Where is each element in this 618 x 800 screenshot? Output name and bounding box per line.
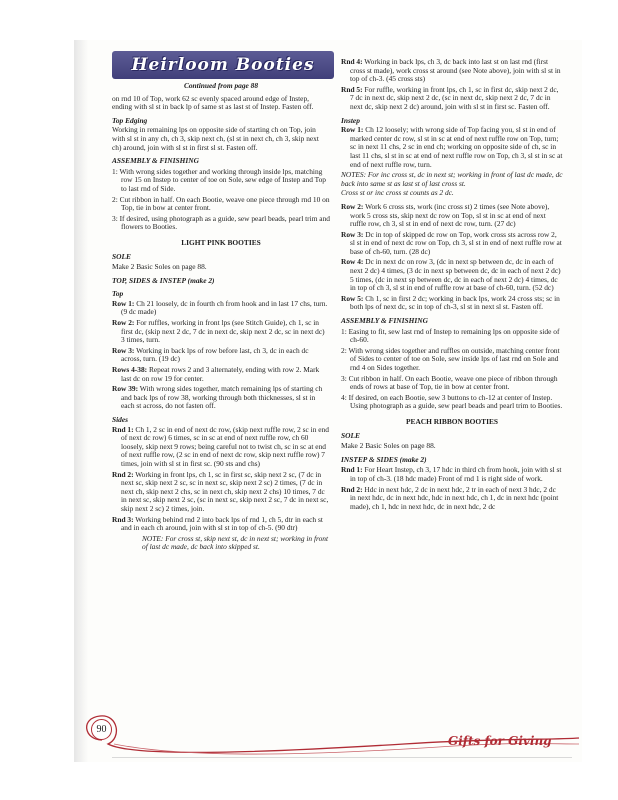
sole-text: Make 2 Basic Soles on page 88. bbox=[112, 262, 207, 272]
continued-note: Continued from page 88 bbox=[183, 81, 259, 90]
sole-text: Make 2 Basic Soles on page 88. bbox=[341, 441, 436, 451]
light-pink-heading: LIGHT PINK BOOTIES bbox=[181, 237, 261, 247]
intro-paragraph: on rnd 10 of Top, work 62 sc evenly spaced around edge of Instep, ending with sl st in back lp of same st as last st of Instep. Fasten off. bbox=[112, 93, 314, 112]
pattern-row bbox=[112, 385, 330, 411]
row-label: Row 4: bbox=[341, 257, 364, 267]
sole-heading: SOLE bbox=[112, 251, 131, 261]
pattern-row bbox=[112, 347, 330, 364]
instep-sides-heading: INSTEP & SIDES (make 2) bbox=[341, 454, 427, 464]
pattern-row bbox=[341, 203, 563, 229]
left-column bbox=[112, 82, 330, 557]
row-label: Rnd 1: bbox=[341, 465, 363, 475]
row-label: Rnd 2: bbox=[112, 469, 134, 479]
row-label: Row 1: bbox=[112, 298, 135, 308]
pattern-row bbox=[341, 466, 563, 483]
footer-tagline: Gifts for Giving bbox=[448, 734, 552, 748]
page-title: Heirloom Booties bbox=[131, 55, 315, 75]
row-label: Rows 4-38: bbox=[112, 365, 148, 375]
top-edging-text: Working in remaining lps on opposite side of starting ch on Top, join with sl st in any ch, ch 3, skip next ch, (sl st in next ch, ch 3, skip next ch) around, join with sl st in first sl st. Fasten off. bbox=[112, 125, 319, 152]
pattern-row bbox=[341, 58, 563, 84]
row-text: For Heart Instep, ch 3, 17 hdc in third ch from hook, join with sl st in top of ch-3. (18 hdc made) Front of rnd 1 is right side of work. bbox=[350, 465, 562, 483]
right-column bbox=[341, 58, 563, 513]
row-text: Ch 12 loosely; with wrong side of Top facing you, sl st in end of marked center dc row, sl st in sc at end of next ruffle row on Top, turn; sc in next 11 chs, 2 sc in end ch; working on opposite side of ch, sc in last 11 chs, sl st in sc at end of next ruffle row on Top, ch 3, sl st in sc at end of next ruffle row, turn. bbox=[350, 125, 563, 169]
row-text: Hdc in next hdc, 2 dc in next hdc, 2 tr in each of next 3 hdc, 2 dc in next hdc, dc in next hdc, hdc in next hdc, ch 1, dc in next hdc (point made), ch 1, hdc in next hdc, dc in next hdc, 2 dc bbox=[350, 484, 559, 511]
row-text: Repeat rows 2 and 3 alternately, ending with row 2. Mark last dc on row 19 for center. bbox=[121, 365, 320, 383]
row-label: Row 5: bbox=[341, 293, 364, 303]
assembly-step: 1: With wrong sides together and working through inside lps, matching row 15 on Instep to center of toe on Sole, sew edge of Instep and Top to last rnd of Side. bbox=[112, 166, 327, 193]
page-number: 90 bbox=[91, 719, 112, 740]
instep-heading: Instep bbox=[341, 115, 360, 125]
row-text: Ch 21 loosely, dc in fourth ch from hook and in last 17 chs, turn. (9 dc made) bbox=[121, 298, 328, 317]
row-text: Working behind rnd 2 into back lps of rnd 1, ch 5, dtr in each st and in each ch around, join with sl st in top of ch-5. (90 dtr) bbox=[121, 514, 323, 533]
row-label: Row 2: bbox=[341, 201, 364, 211]
page-spine-shadow bbox=[74, 40, 88, 762]
row-text: Dc in top of skipped dc row on Top, work cross sts across row 2, sl st in end of next dc row on Top, ch 3, sl st in end of next ruffle row at base of ch-60, turn. (28 dc) bbox=[350, 229, 562, 256]
row-text: For ruffles, working in front lps (see Stitch Guide), ch 1, sc in first dc, (skip next 2 dc, 7 dc in next dc, skip next 2 dc, sc in next dc) 3 times, turn. bbox=[121, 318, 325, 345]
inc-cross-stitch-note: NOTES: For inc cross st, dc in next st; working in front of last dc made, dc back into same st as last st of last cross st. bbox=[341, 170, 563, 188]
sides-heading: Sides bbox=[112, 415, 129, 424]
row-text: Working in back lps of row before last, ch 3, dc in each dc across, turn. (19 dc) bbox=[121, 345, 309, 364]
pattern-row bbox=[341, 126, 563, 169]
row-label: Row 2: bbox=[112, 318, 135, 328]
row-label: Row 3: bbox=[341, 229, 364, 239]
pattern-row bbox=[341, 295, 563, 312]
peach-heading: PEACH RIBBON BOOTIES bbox=[406, 416, 498, 426]
pattern-row bbox=[112, 471, 330, 514]
row-text: For ruffle, working in front lps, ch 1, sc in first dc, skip next 2 dc, 7 dc in next dc, skip next 2 dc, (sc in next dc, skip next 2 dc, 7 dc in next dc, skip next 2 dc) around, join with sl st in first sc. Fasten off. bbox=[350, 84, 559, 111]
pattern-row bbox=[112, 426, 330, 469]
row-label: Rnd 1: bbox=[112, 424, 134, 434]
top-heading: Top bbox=[112, 289, 124, 299]
row-label: Rnd 5: bbox=[341, 84, 363, 94]
row-label: Row 1: bbox=[341, 125, 364, 135]
cross-stitch-count-note: Cross st or inc cross st counts as 2 dc. bbox=[341, 188, 454, 198]
row-label: Rnd 2: bbox=[341, 484, 363, 494]
pattern-row bbox=[341, 231, 563, 257]
top-sides-instep-heading: TOP, SIDES & INSTEP (make 2) bbox=[112, 275, 215, 285]
pattern-row bbox=[112, 300, 330, 317]
pattern-row bbox=[112, 319, 330, 345]
footer-divider bbox=[112, 757, 572, 758]
pattern-row bbox=[341, 86, 563, 112]
assembly-step: 3: Cut ribbon in half. On each Bootie, weave one piece of ribbon through ends of rows at base of Top, tie in bow at center front. bbox=[341, 373, 558, 392]
assembly-step: 1: Easing to fit, sew last rnd of Instep to remaining lps on opposite side of ch-60. bbox=[341, 326, 560, 345]
row-label: Rnd 3: bbox=[112, 514, 134, 524]
title-banner bbox=[112, 51, 334, 79]
pattern-row bbox=[112, 516, 330, 533]
ribbon-swirl-graphic bbox=[74, 700, 582, 762]
assembly-step: 3: If desired, using photograph as a guide, sew pearl beads, pearl trim and flowers to Booties. bbox=[112, 213, 330, 232]
row-text: Ch 1, sc in first 2 dc; working in back lps, work 24 cross sts; sc in both lps of next dc, sc in top of ch-3, sl st in next sl st. Fasten off. bbox=[350, 293, 560, 312]
pattern-row bbox=[341, 486, 563, 512]
row-text: Working in back lps, ch 3, dc back into last st on last rnd (first cross st made), work cross st around (see Note above), join with sl st in top of ch-3. (45 cross sts) bbox=[350, 57, 561, 84]
row-label: Row 3: bbox=[112, 345, 135, 355]
row-text: With wrong sides together, match remaining lps of starting ch and back lps of row 38, working through both thicknesses, sl st in each st across, do not fasten off. bbox=[121, 384, 323, 411]
top-edging-heading: Top Edging bbox=[112, 115, 148, 125]
pattern-row bbox=[112, 366, 330, 383]
sole-heading: SOLE bbox=[341, 430, 360, 440]
cross-stitch-note: NOTE: For cross st, skip next st, dc in next st; working in front of last dc made, dc back into skipped st. bbox=[142, 533, 329, 552]
row-text: Working in front lps, ch 1, sc in first sc, skip next 2 sc, (7 dc in next sc, skip next 2 sc, sc in next sc, skip next 2 sc) 2 times, (7 dc in next ch, skip next 2 chs, sc in next ch, skip next 2 chs) 10 times, 7 dc in next sc, skip next 2 sc, (sc in next sc, skip next 2 sc, 7 dc in next sc, skip next 2 sc) 2 times, join. bbox=[121, 469, 329, 513]
row-text: Ch 1, 2 sc in end of next dc row, (skip next ruffle row, 2 sc in end of next dc row) 6 times, sc in sc at end of next ruffle row, ch 60 loosely, skip next 9 rows; being careful not to twist ch, sc in sc at end of next ruffle row, (2 sc in end of next dc row, skip next ruffle row) 7 times, join with sl st in first sc. (90 sts and chs) bbox=[121, 424, 329, 468]
row-label: Rnd 4: bbox=[341, 57, 363, 66]
pattern-row bbox=[341, 258, 563, 292]
row-label: Row 39: bbox=[112, 384, 139, 394]
assembly-step: 2: Cut ribbon in half. On each Bootie, weave one piece through rnd 10 on Top, tie in bow at center front. bbox=[112, 194, 330, 213]
row-text: Dc in next dc on row 3, (dc in next sp between dc, dc in each of next 2 dc) 4 times, (3 dc in next sp between dc, dc in each of next 2 dc) 5 times, (dc in next sp between dc, dc in each of next 2 dc) 4 times, dc in top of ch 3, sl st in end of ruffle row at base of ch-60, turn. (52 dc) bbox=[350, 257, 561, 293]
assembly-step: 4: If desired, on each Bootie, sew 3 buttons to ch-12 at center of Instep. Using photograph as a guide, sew pearl beads and pearl trim to Booties. bbox=[341, 392, 563, 411]
row-text: Work 6 cross sts, work (inc cross st) 2 times (see Note above), work 5 cross sts, skip next dc row on Top, sl st in sc at end of next ruffle row, ch 3, sl st in end of next dc row, turn. (27 dc) bbox=[350, 201, 550, 229]
assembly-step: 2: With wrong sides together and ruffles on outside, matching center front of Sides to center of toe on Sole, sew inside lps of last rnd on Sole and rnd 4 on Sides together. bbox=[341, 345, 560, 372]
assembly-heading: ASSEMBLY & FINISHING bbox=[112, 156, 199, 166]
assembly-heading: ASSEMBLY & FINISHING bbox=[341, 316, 428, 326]
